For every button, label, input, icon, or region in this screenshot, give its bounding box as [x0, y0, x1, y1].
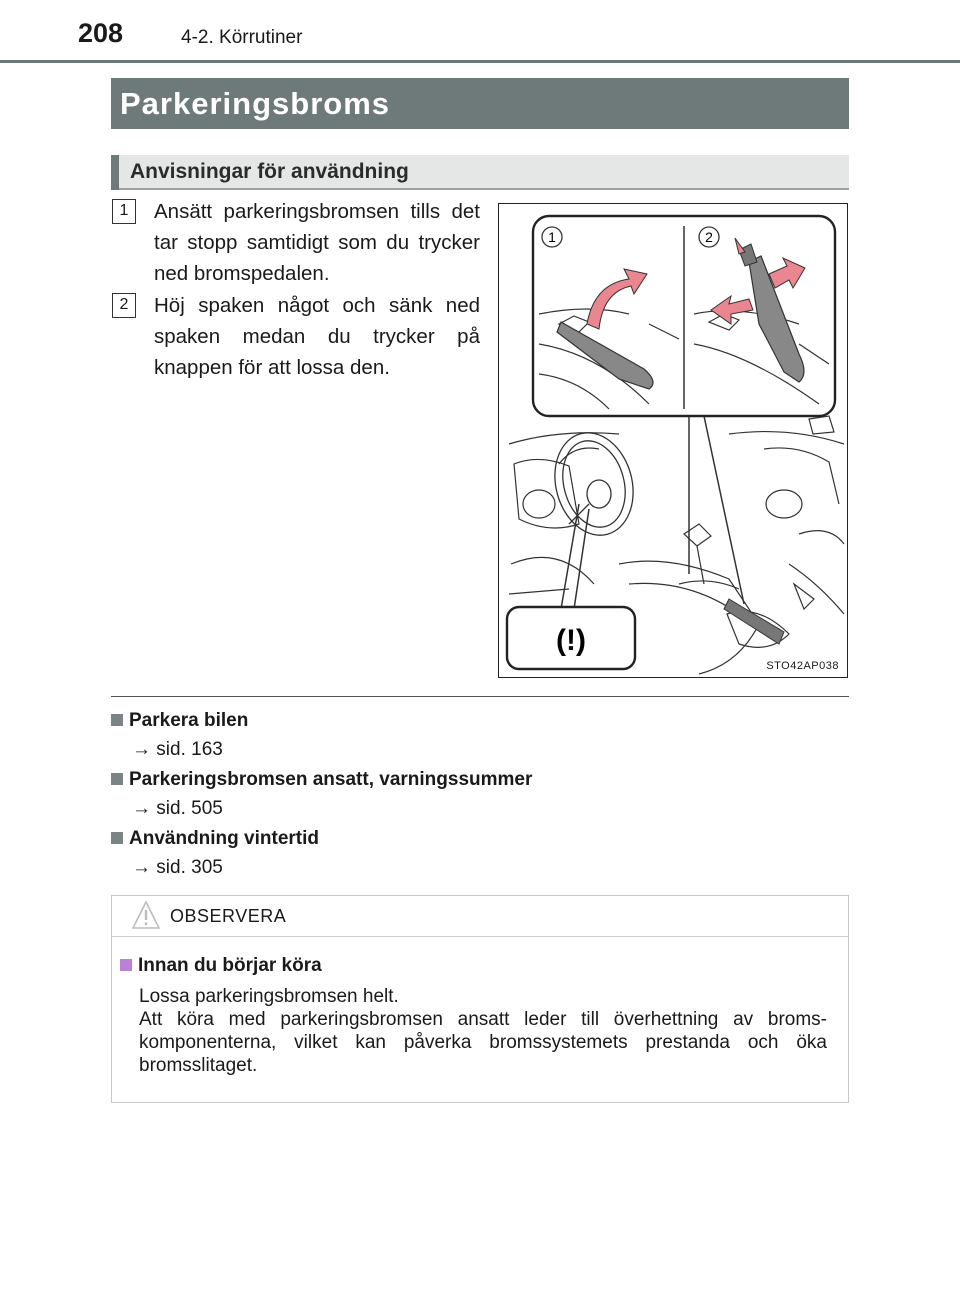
note-title-1: Parkera bilen	[111, 710, 248, 732]
illustration-drawing	[499, 204, 848, 678]
bullet-square-icon	[111, 714, 123, 726]
header-rule	[0, 60, 960, 63]
section-divider	[111, 696, 849, 697]
figure-code: STO42AP038	[766, 660, 839, 672]
section-subtitle: Anvisningar för användning	[111, 155, 849, 190]
page-title: Parkeringsbroms	[111, 78, 849, 129]
step-number-2: 2	[112, 293, 136, 318]
caution-title: Innan du börjar köra	[120, 955, 322, 977]
caution-line-4: bromsslitaget.	[139, 1055, 258, 1076]
callout-1-number: 1	[548, 229, 556, 245]
step-text-1: Ansätt parkeringsbromsen tills det tar stopp samtidigt som du trycker ned bromspedalen.	[154, 200, 480, 285]
note-title-3: Användning vintertid	[111, 828, 319, 850]
caution-line-3: komponenterna, vilket kan påverka bromssystemets prestanda och öka	[139, 1032, 827, 1053]
caution-header	[112, 896, 848, 937]
callout-2-number: 2	[705, 229, 713, 245]
note-ref-2[interactable]: → sid. 505	[132, 798, 223, 819]
section-reference: 4-2. Körrutiner	[181, 27, 303, 48]
steering-wheel	[544, 424, 644, 544]
parking-brake-illustration	[498, 203, 848, 678]
step-2	[112, 290, 480, 383]
callout-connectors	[561, 416, 744, 609]
brake-warning-icon: (!)	[556, 624, 586, 657]
caution-line-1: Lossa parkeringsbromsen helt.	[139, 986, 399, 1007]
step-number-1: 1	[112, 199, 136, 224]
note-ref-1[interactable]: → sid. 163	[132, 739, 223, 760]
caution-label: OBSERVERA	[170, 906, 287, 926]
step-1	[112, 196, 480, 289]
note-ref-3[interactable]: → sid. 305	[132, 857, 223, 878]
note-title-2: Parkeringsbromsen ansatt, varningssummer	[111, 769, 532, 791]
bullet-square-icon	[111, 773, 123, 785]
step-text-2: Höj spaken något och sänk ned spaken medan du trycker på knappen för att lossa den.	[154, 294, 480, 379]
lever-in-car	[724, 599, 784, 644]
bullet-square-icon	[111, 832, 123, 844]
page-number: 208	[78, 18, 124, 48]
bullet-square-icon	[120, 959, 132, 971]
warning-triangle-icon	[132, 900, 160, 930]
caution-line-2: Att köra med parkeringsbromsen ansatt leder till överhettning av broms-	[139, 1009, 827, 1030]
caution-box	[111, 895, 849, 1103]
